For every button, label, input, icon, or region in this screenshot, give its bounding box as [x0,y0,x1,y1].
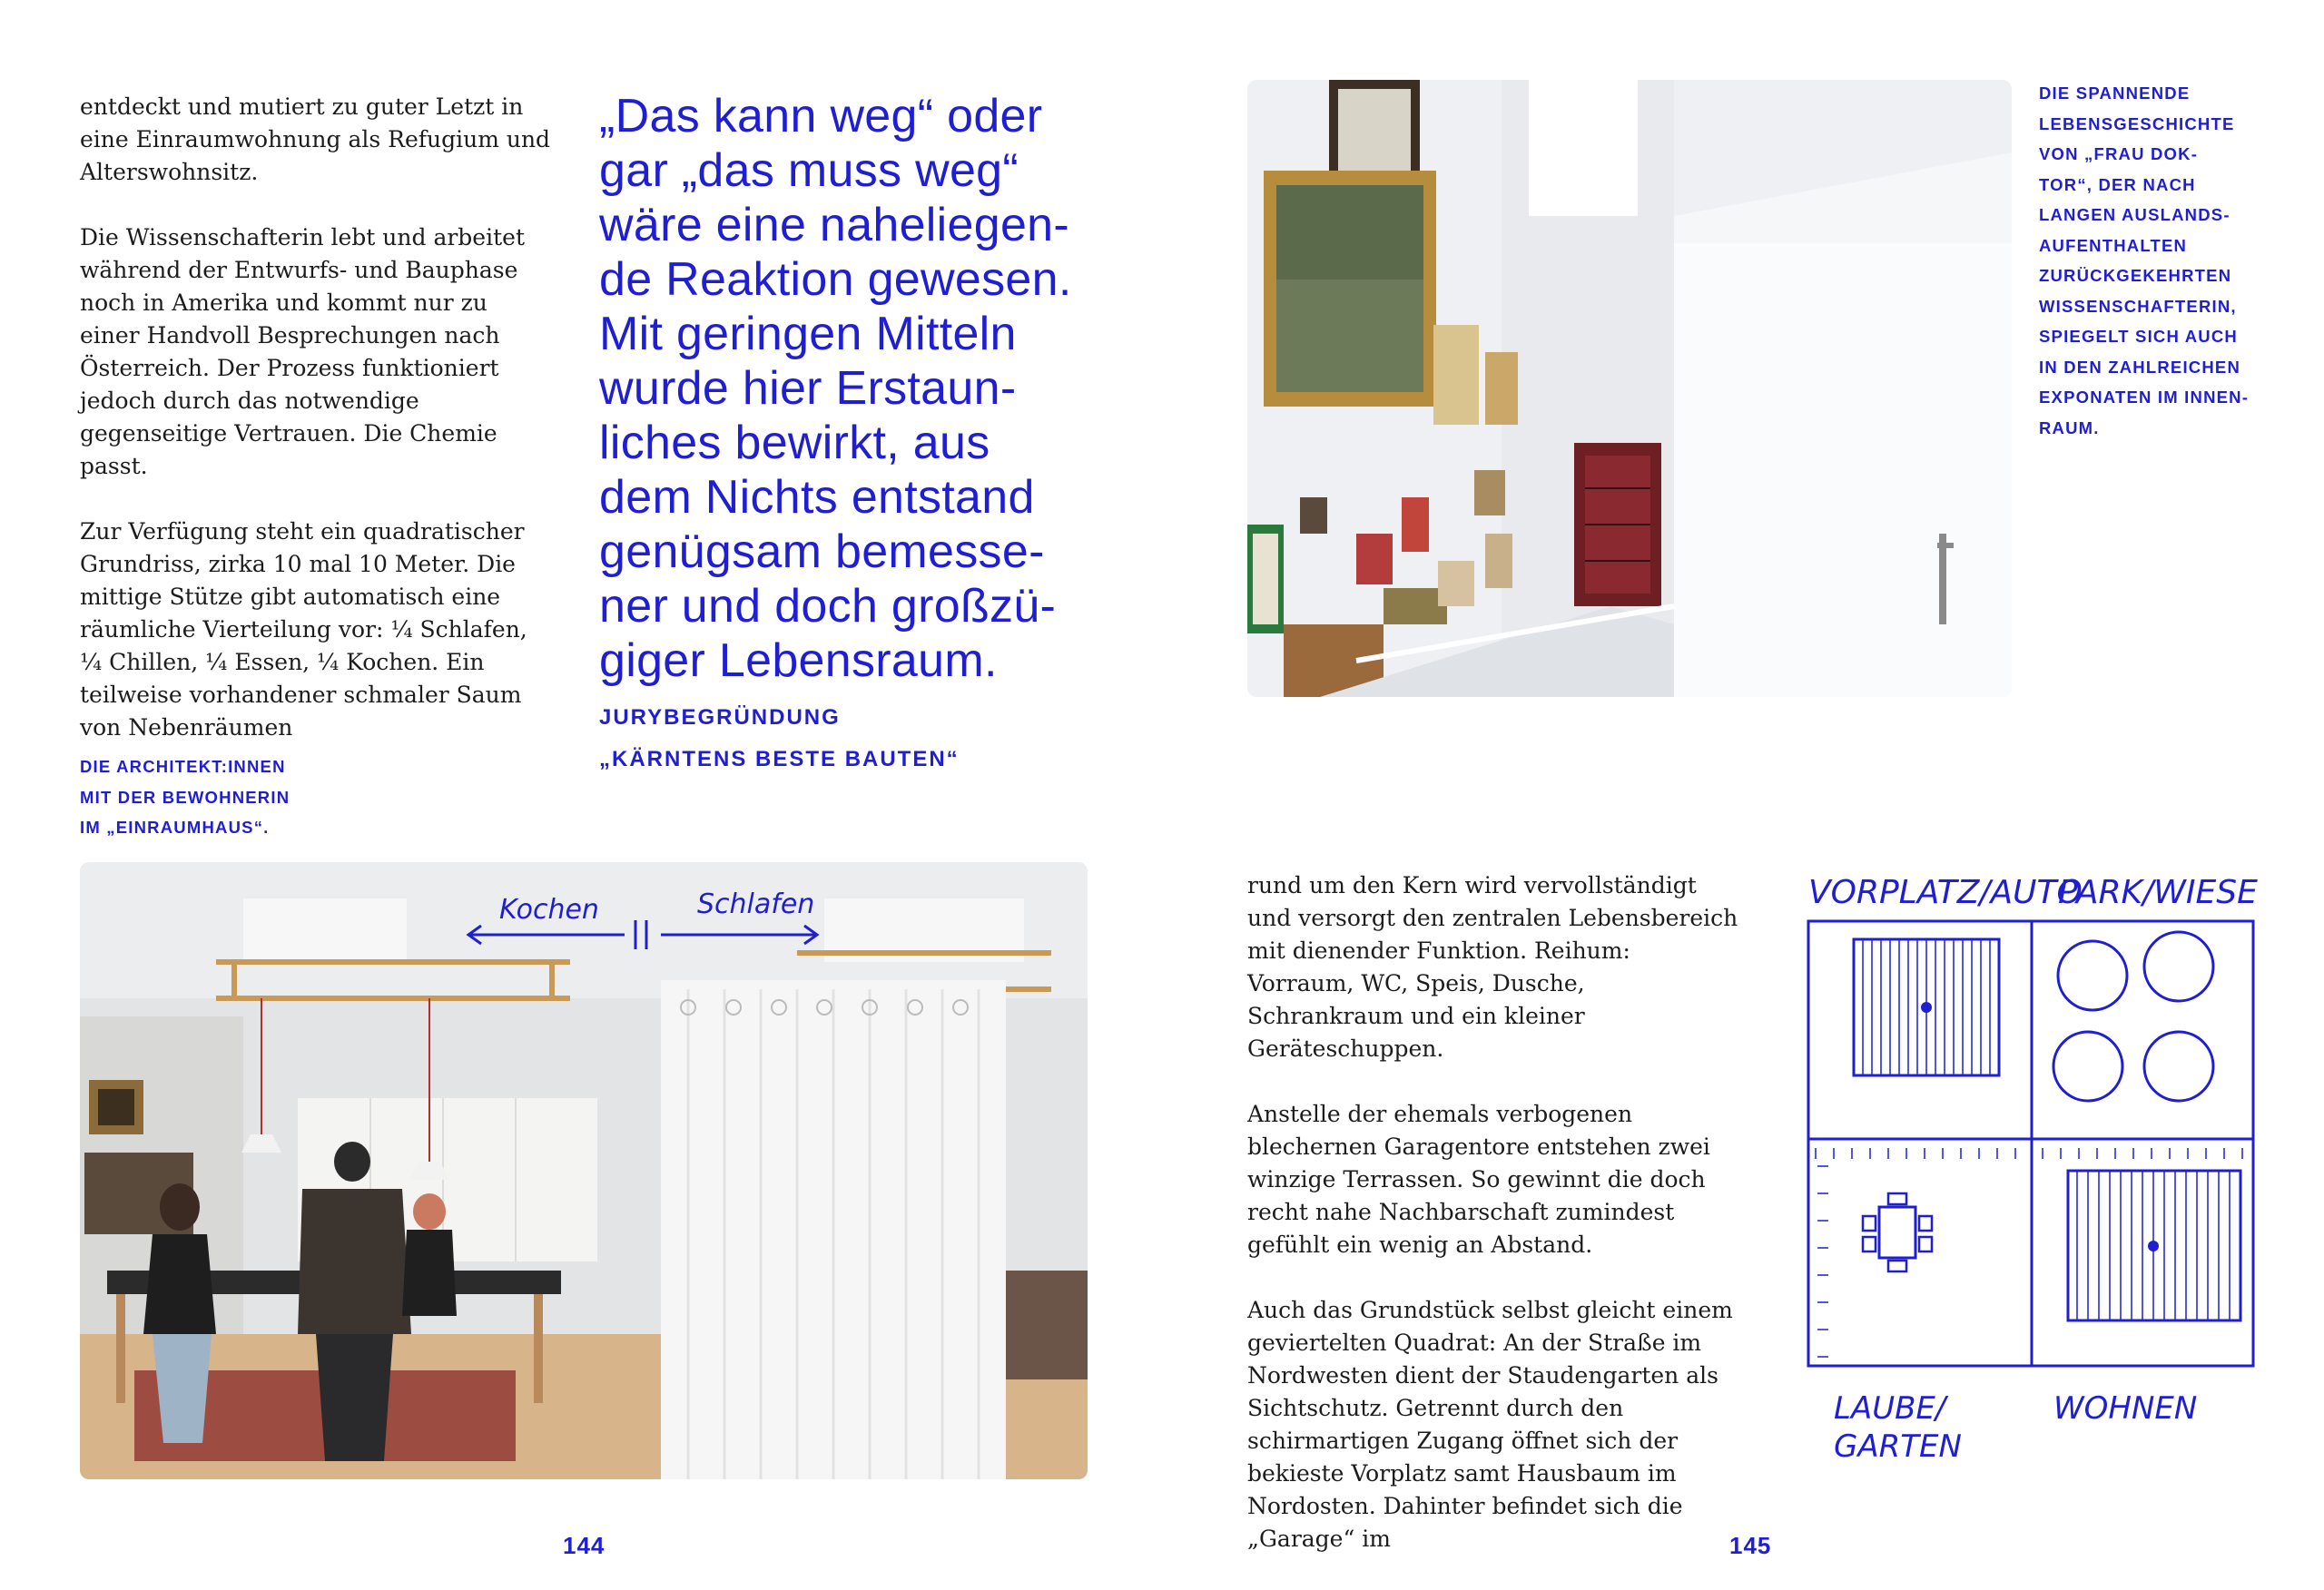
quote-line: liches bewirkt, aus [599,417,990,469]
sketch-label-laube: LAUBE/ [1834,1390,1946,1427]
left-body-column [80,91,552,744]
quote-line: Mit geringen Mitteln [599,308,1017,360]
interior-photo-image [80,862,1088,1479]
staircase-photo-image [1247,80,2012,697]
interior-photo [80,862,1088,1479]
quote-line: genügsam bemesse- [599,525,1045,578]
quote-line: gar „das muss weg“ [599,144,1019,197]
site-plan-sketch-image [1797,858,2260,1493]
pull-quote [599,89,1072,688]
left-paragraph-2: Die Wissenschafterin lebt und arbeitet während der Entwurfs- und Bauphase noch in Amerika und kommt nur zu einer Handvoll Besprechungen nach Österreich. Der Prozess funktioniert jedoch durch das notwendige gegenseitige Vertrauen. Die Chemie passt. [80,224,525,479]
quote-line: wurde hier Erstaun- [599,362,1017,415]
quote-line: dem Nichts entstand [599,471,1035,524]
photo-caption-architects: DIE ARCHITEKT:INNEN MIT DER BEWOHNERIN IM „EINRAUMHAUS“. [80,757,290,837]
quote-source-title: „KÄRNTENS BESTE BAUTEN“ [599,747,960,771]
right-paragraph-3: Auch das Grundstück selbst gleicht einem geviertelten Quadrat: An der Straße im Nordwesten dient der Staudengarten als Sichtschutz. Getrennt durch den schirmartigen Zugang öffnet sich der bekieste Vorplatz samt Hausbaum im Nordosten. Dahinter befindet sich die „Garage“ im [1247,1297,1733,1552]
photo-caption-biography: DIE SPANNENDE LEBENSGESCHICHTE VON „FRAU DOK- TOR“, DER NACH LANGEN AUSLANDS- AUFENTHALTEN ZURÜCKGEKEHRTEN WISSENSCHAFTERIN, SPIEGELT SICH AUCH IN DEN ZAHLREICHEN EXPONATEN IM INNEN- RAUM. [2039,83,2250,437]
annotation-schlafen: Schlafen [697,888,815,920]
right-paragraph-2: Anstelle der ehemals verbogenen blechernen Garagentore entstehen zwei winzige Terrassen. So gewinnt die doch recht nahe Nachbarschaft zumindest gefühlt ein wenig an Abstand. [1247,1101,1710,1258]
site-plan-sketch [1797,858,2260,1493]
right-body-column [1247,869,1742,1556]
sketch-label-wohnen: WOHNEN [2053,1390,2198,1427]
quote-line: ner und doch großzü- [599,580,1057,633]
quote-source-label: JURYBEGRÜNDUNG [599,705,841,730]
page-number-left: 144 [563,1532,606,1559]
sketch-label-garten: GARTEN [1834,1428,1962,1465]
left-paragraph-1: entdeckt und mutiert zu guter Letzt in eine Einraumwohnung als Refugium und Alterswohnsitz. [80,93,551,185]
left-paragraph-3: Zur Verfügung steht ein quadratischer Grundriss, zirka 10 mal 10 Meter. Die mittige Stütze gibt automatisch eine räumliche Vierteilung vor: ¼ Schlafen, ¼ Chillen, ¼ Essen, ¼ Kochen. Ein teilweise vorhandener schmaler Saum von Nebenräumen [80,518,527,741]
quote-line: wäre eine naheliegen- [599,199,1069,251]
staircase-photo [1247,80,2012,697]
sketch-label-park: PARK/WIESE [2058,874,2258,911]
quote-line: giger Lebensraum. [599,634,998,687]
annotation-kochen: Kochen [499,894,599,926]
quote-line: „Das kann weg“ oder [599,90,1043,142]
sketch-label-vorplatz: VORPLATZ/AUTO [1808,874,2083,911]
page-number-right: 145 [1729,1532,1772,1559]
right-paragraph-1: rund um den Kern wird vervollständigt und versorgt den zentralen Lebensbereich mit dienender Funktion. Reihum: Vorraum, WC, Speis, Dusche, Schrankraum und ein kleiner Geräteschuppen. [1247,872,1738,1062]
quote-line: de Reaktion gewesen. [599,253,1072,306]
quote-source [599,697,960,780]
